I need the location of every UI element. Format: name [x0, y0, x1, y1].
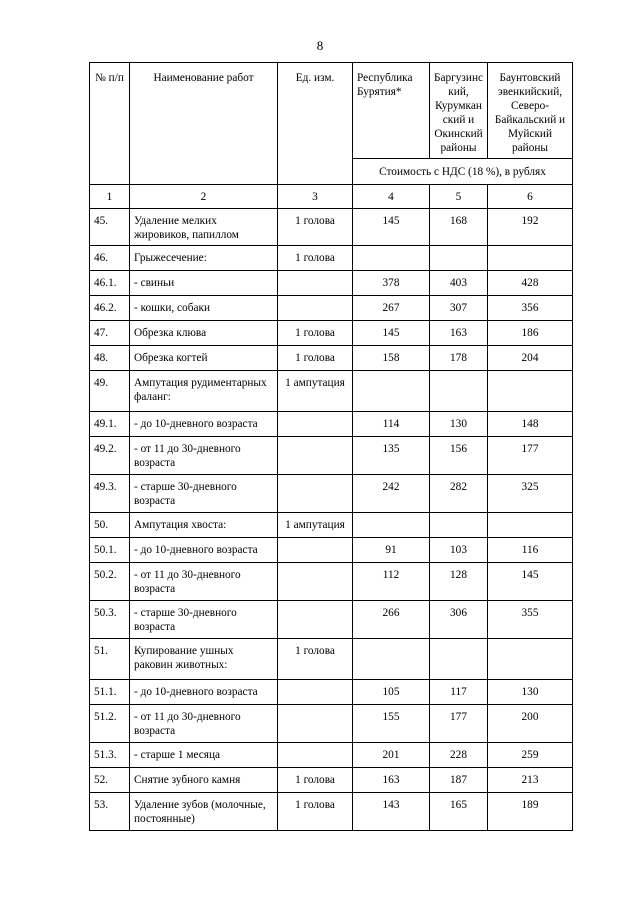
row-number: 49.1.	[90, 412, 130, 437]
row-price-barguzin: 187	[430, 768, 488, 793]
row-price-buryatia: 135	[353, 437, 430, 475]
row-price-barguzin	[430, 371, 488, 412]
table-row	[90, 601, 573, 639]
row-price-barguzin: 165	[430, 793, 488, 831]
row-price-barguzin: 168	[430, 209, 488, 246]
table-row	[90, 639, 573, 680]
row-number: 47.	[90, 321, 130, 346]
header-unit: Ед. изм.	[278, 63, 353, 185]
row-price-bauntov: 130	[488, 680, 573, 705]
row-price-barguzin: 306	[430, 601, 488, 639]
row-number: 51.	[90, 639, 130, 680]
row-number: 50.	[90, 513, 130, 538]
row-number: 51.3.	[90, 743, 130, 768]
table-row	[90, 475, 573, 513]
row-unit: 1 ампутация	[278, 371, 353, 412]
row-number: 45.	[90, 209, 130, 246]
table-row	[90, 437, 573, 475]
row-price-buryatia: 266	[353, 601, 430, 639]
row-work-name: - до 10-дневного возраста	[130, 538, 278, 563]
row-work-name: Обрезка клюва	[130, 321, 278, 346]
table-row	[90, 271, 573, 296]
row-price-bauntov: 428	[488, 271, 573, 296]
row-unit: 1 голова	[278, 346, 353, 371]
header-buryatia: Республика Бурятия*	[353, 63, 430, 159]
row-unit	[278, 705, 353, 743]
table-row	[90, 246, 573, 271]
row-number: 50.2.	[90, 563, 130, 601]
row-price-barguzin: 228	[430, 743, 488, 768]
row-price-buryatia: 114	[353, 412, 430, 437]
row-price-buryatia	[353, 371, 430, 412]
header-number: 2	[130, 185, 278, 209]
row-price-barguzin: 117	[430, 680, 488, 705]
row-number: 51.1.	[90, 680, 130, 705]
row-number: 46.2.	[90, 296, 130, 321]
row-unit: 1 голова	[278, 793, 353, 831]
row-price-bauntov	[488, 639, 573, 680]
row-price-barguzin: 307	[430, 296, 488, 321]
row-unit	[278, 743, 353, 768]
table-row	[90, 209, 573, 246]
row-number: 51.2.	[90, 705, 130, 743]
row-number: 46.	[90, 246, 130, 271]
table-row	[90, 538, 573, 563]
row-work-name: - от 11 до 30-дневного возраста	[130, 705, 278, 743]
row-price-bauntov: 148	[488, 412, 573, 437]
row-unit: 1 голова	[278, 639, 353, 680]
header-num: № п/п	[90, 63, 130, 185]
row-number: 50.3.	[90, 601, 130, 639]
row-unit: 1 голова	[278, 209, 353, 246]
row-unit	[278, 271, 353, 296]
row-price-buryatia	[353, 639, 430, 680]
table-body	[90, 209, 573, 831]
row-unit	[278, 601, 353, 639]
row-price-buryatia: 267	[353, 296, 430, 321]
table-row	[90, 680, 573, 705]
row-work-name: Обрезка когтей	[130, 346, 278, 371]
table-row	[90, 371, 573, 412]
row-price-buryatia: 145	[353, 321, 430, 346]
row-unit: 1 голова	[278, 246, 353, 271]
row-price-bauntov: 177	[488, 437, 573, 475]
row-price-barguzin	[430, 513, 488, 538]
row-unit	[278, 412, 353, 437]
row-work-name: - старше 30-дневного возраста	[130, 601, 278, 639]
header-barguzin: Баргузинс кий, Курумкан ский и Окинский районы	[430, 63, 488, 159]
table-row	[90, 321, 573, 346]
row-price-barguzin	[430, 246, 488, 271]
row-price-buryatia: 112	[353, 563, 430, 601]
row-number: 49.	[90, 371, 130, 412]
row-work-name: - до 10-дневного возраста	[130, 680, 278, 705]
header-name: Наименование работ	[130, 63, 278, 185]
row-price-buryatia: 242	[353, 475, 430, 513]
row-work-name: Ампутация рудиментарных фаланг:	[130, 371, 278, 412]
row-price-barguzin: 130	[430, 412, 488, 437]
row-price-barguzin: 128	[430, 563, 488, 601]
row-price-bauntov: 213	[488, 768, 573, 793]
row-unit	[278, 437, 353, 475]
table-row	[90, 412, 573, 437]
row-price-buryatia: 143	[353, 793, 430, 831]
row-price-bauntov: 189	[488, 793, 573, 831]
row-number: 49.2.	[90, 437, 130, 475]
row-price-bauntov: 356	[488, 296, 573, 321]
row-price-bauntov: 355	[488, 601, 573, 639]
row-price-buryatia: 378	[353, 271, 430, 296]
row-work-name: - кошки, собаки	[130, 296, 278, 321]
row-price-buryatia: 145	[353, 209, 430, 246]
row-price-buryatia: 201	[353, 743, 430, 768]
row-price-bauntov: 325	[488, 475, 573, 513]
header-number: 6	[488, 185, 573, 209]
row-work-name: Грыжесечение:	[130, 246, 278, 271]
row-number: 50.1.	[90, 538, 130, 563]
header-number: 4	[353, 185, 430, 209]
row-number: 49.3.	[90, 475, 130, 513]
row-price-bauntov: 192	[488, 209, 573, 246]
row-work-name: - от 11 до 30-дневного возраста	[130, 563, 278, 601]
row-work-name: - свиньи	[130, 271, 278, 296]
row-price-barguzin: 282	[430, 475, 488, 513]
row-work-name: Снятие зубного камня	[130, 768, 278, 793]
row-price-barguzin: 163	[430, 321, 488, 346]
row-price-barguzin: 403	[430, 271, 488, 296]
row-work-name: - от 11 до 30-дневного возраста	[130, 437, 278, 475]
row-price-barguzin	[430, 639, 488, 680]
row-price-buryatia: 163	[353, 768, 430, 793]
row-unit	[278, 296, 353, 321]
row-work-name: Купирование ушных раковин животных:	[130, 639, 278, 680]
row-price-barguzin: 177	[430, 705, 488, 743]
header-number: 3	[278, 185, 353, 209]
header-number: 5	[430, 185, 488, 209]
table-row	[90, 296, 573, 321]
row-price-buryatia	[353, 246, 430, 271]
row-unit: 1 голова	[278, 768, 353, 793]
row-price-buryatia: 155	[353, 705, 430, 743]
row-number: 48.	[90, 346, 130, 371]
row-price-barguzin: 156	[430, 437, 488, 475]
row-unit: 1 ампутация	[278, 513, 353, 538]
table-row	[90, 705, 573, 743]
row-work-name: - до 10-дневного возраста	[130, 412, 278, 437]
table-row	[90, 768, 573, 793]
row-price-bauntov	[488, 513, 573, 538]
table-row	[90, 743, 573, 768]
table-row	[90, 793, 573, 831]
row-price-bauntov: 259	[488, 743, 573, 768]
row-unit: 1 голова	[278, 321, 353, 346]
row-price-barguzin: 178	[430, 346, 488, 371]
table-row	[90, 513, 573, 538]
page-number: 8	[316, 38, 324, 53]
row-price-bauntov	[488, 246, 573, 271]
row-price-buryatia: 105	[353, 680, 430, 705]
table-row	[90, 563, 573, 601]
row-price-barguzin: 103	[430, 538, 488, 563]
row-price-bauntov: 204	[488, 346, 573, 371]
row-price-buryatia: 158	[353, 346, 430, 371]
row-price-bauntov: 186	[488, 321, 573, 346]
row-price-bauntov: 116	[488, 538, 573, 563]
row-price-bauntov	[488, 371, 573, 412]
row-number: 53.	[90, 793, 130, 831]
row-work-name: - старше 1 месяца	[130, 743, 278, 768]
row-number: 46.1.	[90, 271, 130, 296]
row-unit	[278, 563, 353, 601]
header-number: 1	[90, 185, 130, 209]
row-unit	[278, 680, 353, 705]
row-work-name: Ампутация хвоста:	[130, 513, 278, 538]
header-bauntov: Баунтовский эвенкийский, Северо-Байкальский и Муйский районы	[488, 63, 573, 159]
header-cost-note: Стоимость с НДС (18 %), в рублях	[353, 159, 573, 185]
row-work-name: - старше 30-дневного возраста	[130, 475, 278, 513]
row-work-name: Удаление зубов (молочные, постоянные)	[130, 793, 278, 831]
row-price-bauntov: 145	[488, 563, 573, 601]
row-unit	[278, 475, 353, 513]
row-work-name: Удаление мелких жировиков, папиллом	[130, 209, 278, 246]
row-price-buryatia	[353, 513, 430, 538]
row-price-bauntov: 200	[488, 705, 573, 743]
row-price-buryatia: 91	[353, 538, 430, 563]
row-number: 52.	[90, 768, 130, 793]
row-unit	[278, 538, 353, 563]
price-table	[89, 62, 573, 831]
table-row	[90, 346, 573, 371]
